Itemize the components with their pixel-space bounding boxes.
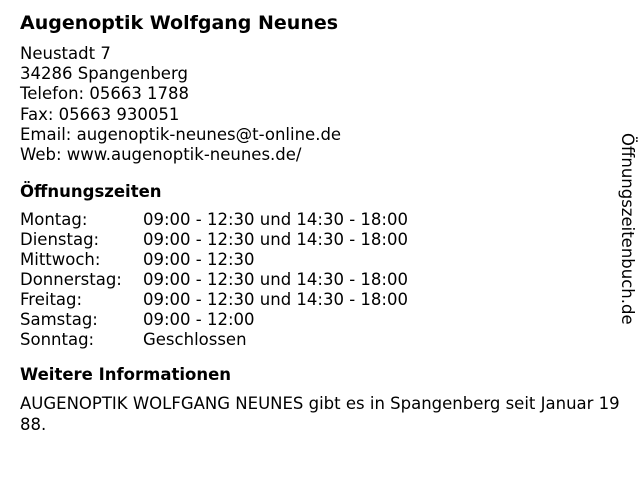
hours-time-value: 09:00 - 12:30 und 14:30 - 18:00 [143,230,408,250]
hours-row-monday [20,210,620,230]
business-name: Augenoptik Wolfgang Neunes [20,12,339,34]
hours-time-value: 09:00 - 12:30 und 14:30 - 18:00 [143,270,408,290]
street-address: Neustadt 7 [20,44,111,63]
hours-row-tuesday [20,230,620,250]
hours-day-label: Samstag: [20,310,98,330]
hours-day-label: Mittwoch: [20,250,101,270]
hours-time-value: 09:00 - 12:30 [143,250,255,270]
hours-time-value: Geschlossen [143,330,247,350]
hours-row-sunday [20,330,620,350]
hours-row-saturday [20,310,620,330]
hours-day-label: Freitag: [20,290,83,310]
further-info-text: AUGENOPTIK WOLFGANG NEUNES gibt es in Spangenberg seit Januar 1988. [20,394,620,434]
address-block [20,44,620,165]
hours-time-value: 09:00 - 12:30 und 14:30 - 18:00 [143,290,408,310]
hours-time-value: 09:00 - 12:30 und 14:30 - 18:00 [143,210,408,230]
hours-time-value: 09:00 - 12:00 [143,310,255,330]
further-info-heading: Weitere Informationen [20,365,232,385]
opening-hours-table [20,210,620,350]
phone-number: Telefon: 05663 1788 [20,84,190,104]
fax-number: Fax: 05663 930051 [20,104,180,124]
hours-day-label: Dienstag: [20,230,100,250]
hours-row-wednesday [20,250,620,270]
hours-row-friday [20,290,620,310]
hours-row-thursday [20,270,620,290]
city-address: 34286 Spangenberg [20,64,188,84]
opening-hours-heading: Öffnungszeiten [20,182,162,202]
business-card [20,10,620,435]
site-watermark: Öffnungszeitenbuch.de [618,133,637,325]
hours-day-label: Sonntag: [20,330,95,350]
email-address: Email: augenoptik-neunes@t-online.de [20,124,342,144]
hours-day-label: Donnerstag: [20,270,122,290]
hours-day-label: Montag: [20,210,88,230]
website-address: Web: www.augenoptik-neunes.de/ [20,145,302,165]
